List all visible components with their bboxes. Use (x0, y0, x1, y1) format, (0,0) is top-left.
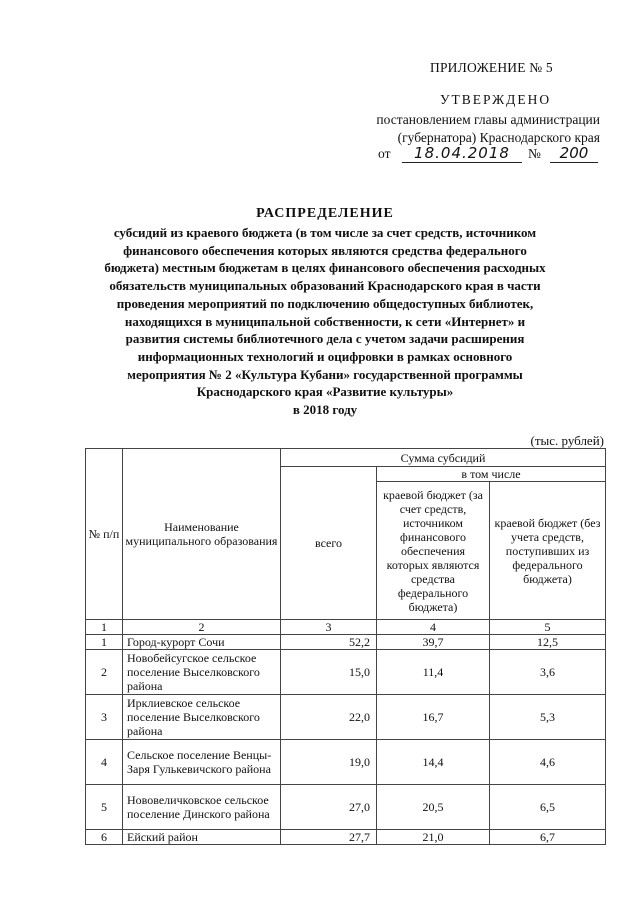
row-fed: 21,0 (377, 830, 490, 845)
row-nofed: 4,6 (490, 740, 606, 785)
table-row (86, 830, 606, 845)
approved-label: УТВЕРЖДЕНО (440, 92, 552, 107)
header-including: в том числе (377, 467, 606, 482)
row-nofed: 6,5 (490, 785, 606, 830)
row-name: Город-курорт Сочи (123, 635, 281, 650)
approval-line-2: (губернатора) Краснодарского края (397, 130, 600, 145)
row-num: 2 (86, 650, 123, 695)
subtitle-line: мероприятия № 2 «Культура Кубани» государственной программы (127, 366, 523, 382)
row-total: 22,0 (281, 695, 377, 740)
header-nofed: краевой бюджет (без учета средств, поступивших из федерального бюджета) (490, 482, 606, 620)
row-fed: 14,4 (377, 740, 490, 785)
row-name: Ейский район (123, 830, 281, 845)
row-num: 6 (86, 830, 123, 845)
row-num: 5 (86, 785, 123, 830)
handwritten-number: 200 (550, 144, 598, 163)
document-title: РАСПРЕДЕЛЕНИЕ (256, 206, 394, 221)
row-fed: 16,7 (377, 695, 490, 740)
row-total: 19,0 (281, 740, 377, 785)
row-num: 4 (86, 740, 123, 785)
subtitle-line: находящихся в муниципальной собственности, к сети «Интернет» и (124, 313, 526, 329)
header-sum: Сумма субсидий (281, 449, 606, 467)
row-nofed: 3,6 (490, 650, 606, 695)
row-total: 15,0 (281, 650, 377, 695)
table-row (86, 785, 606, 830)
row-total: 27,7 (281, 830, 377, 845)
subtitle-line: в 2018 году (292, 402, 358, 418)
table-row (86, 695, 606, 740)
subtitle-line: информационных технологий и оцифровки в рамках основного (137, 348, 513, 364)
row-nofed: 5,3 (490, 695, 606, 740)
date-prefix: от (378, 146, 391, 161)
subtitle-line: бюджета) местным бюджетам в целях финансового обеспечения расходных (104, 260, 546, 276)
row-name: Нововеличковское сельское поселение Динского района (123, 785, 281, 830)
document-subtitle (80, 224, 570, 419)
row-fed: 11,4 (377, 650, 490, 695)
row-total: 52,2 (281, 635, 377, 650)
row-name: Сельское поселение Венцы-Заря Гулькевичского района (123, 740, 281, 785)
row-nofed: 12,5 (490, 635, 606, 650)
index-cell: 4 (377, 620, 490, 635)
subtitle-line: Краснодарского края «Развитие культуры» (196, 384, 454, 400)
subtitle-line: обязательств муниципальных образований Краснодарского края в части (109, 278, 541, 294)
subsidy-table (85, 448, 606, 845)
row-num: 3 (86, 695, 123, 740)
appendix-label: ПРИЛОЖЕНИЕ № 5 (430, 60, 553, 75)
row-name: Новобейсугское сельское поселение Выселковского района (123, 650, 281, 695)
subtitle-line: субсидий из краевого бюджета (в том числе за счет средств, источником (113, 225, 537, 240)
row-name: Ирклиевское сельское поселение Выселковского района (123, 695, 281, 740)
approval-line-1: постановлением главы администрации (376, 112, 600, 127)
row-nofed: 6,7 (490, 830, 606, 845)
row-fed: 20,5 (377, 785, 490, 830)
units-label: (тыс. рублей) (530, 433, 604, 448)
handwritten-date: 18.04.2018 (402, 144, 522, 163)
subtitle-line: проведения мероприятий по подключению общедоступных библиотек, (116, 295, 534, 311)
header-total: всего (281, 467, 377, 620)
subtitle-line: развития системы библиотечного дела с учетом задачи расширения (125, 331, 525, 347)
index-cell: 3 (281, 620, 377, 635)
index-cell: 2 (123, 620, 281, 635)
index-cell: 5 (490, 620, 606, 635)
approval-date-row (360, 146, 600, 166)
number-prefix: № (528, 146, 541, 161)
header-num: № п/п (86, 449, 123, 620)
subtitle-line: финансового обеспечения которых являются средства федерального (123, 242, 527, 258)
row-fed: 39,7 (377, 635, 490, 650)
table-row (86, 635, 606, 650)
table-row (86, 740, 606, 785)
index-cell: 1 (86, 620, 123, 635)
row-num: 1 (86, 635, 123, 650)
header-fed: краевой бюджет (за счет средств, источником финансового обеспечения которых являются средства федерального бюджета) (377, 482, 490, 620)
row-total: 27,0 (281, 785, 377, 830)
header-name: Наименование муниципального образования (123, 449, 281, 620)
table-row (86, 650, 606, 695)
